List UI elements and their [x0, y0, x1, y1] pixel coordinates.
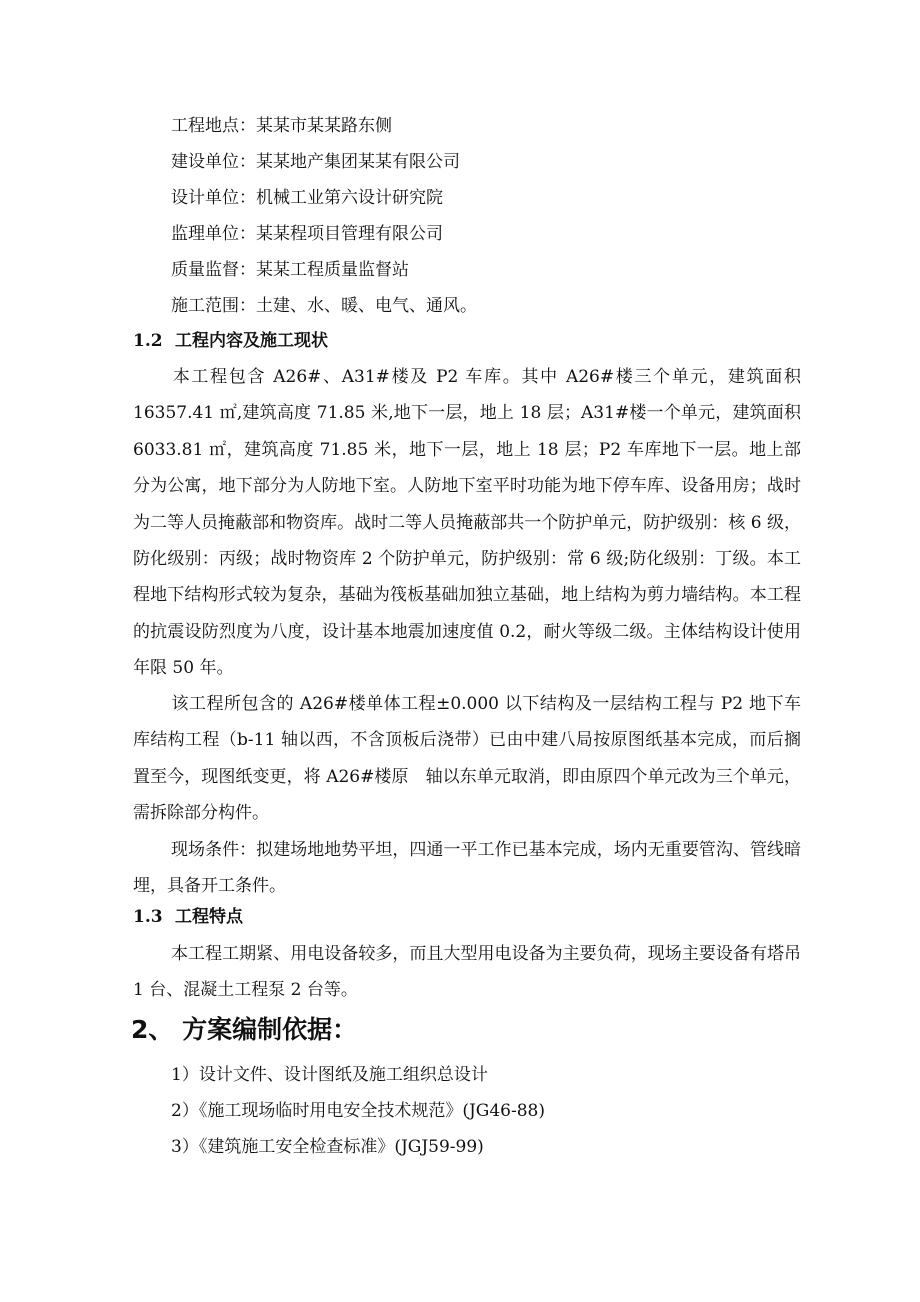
paragraph-site-conditions [133, 832, 801, 905]
info-value: 某某地产集团某某有限公司 [256, 152, 460, 172]
info-value: 某某市某某路东侧 [256, 116, 392, 136]
paragraph-text: 该工程所包含的 A26#楼单体工程±0.000 以下结构及一层结构工程与 P2 地下车库结构工程（b-11 轴以西，不含顶板后浇带）已由中建八局按原图纸基本完成，而后搁置至今，现图纸变更，将 A26#楼原 轴以东单元取消，即由原四个单元改为三个单元，需拆除部分构件。 [133, 694, 801, 824]
info-location [171, 114, 392, 138]
info-label: 质量监督： [171, 260, 256, 280]
info-value: 某某程项目管理有限公司 [256, 224, 443, 244]
info-quality [171, 258, 409, 282]
section-number: 1.2 [133, 331, 163, 351]
paragraph-project-features [133, 936, 801, 1009]
paragraph-project-content [133, 359, 801, 687]
reference-item: 3）《建筑施工安全检查标准》(JGJ59-99) [171, 1137, 484, 1157]
info-label: 工程地点： [171, 116, 256, 136]
section-title: 工程特点 [175, 907, 243, 927]
section-heading-1-2 [133, 329, 328, 353]
paragraph-text: 本工程工期紧、用电设备较多，而且大型用电设备为主要负荷，现场主要设备有塔吊 1 台、混凝土工程泵 2 台等。 [133, 944, 801, 1001]
info-supervisor [171, 222, 443, 246]
paragraph-current-status [133, 686, 801, 832]
paragraph-text: 现场条件：拟建场地地势平坦，四通一平工作已基本完成，场内无重要管沟、管线暗埋，具备开工条件。 [133, 840, 801, 897]
section-number: 1.3 [133, 907, 163, 927]
info-client [171, 150, 460, 174]
section-heading-1-3 [133, 905, 243, 929]
info-designer [171, 186, 443, 210]
section-title: 工程内容及施工现状 [175, 331, 328, 351]
info-label: 施工范围： [171, 296, 256, 316]
info-label: 设计单位： [171, 188, 256, 208]
info-label: 建设单位： [171, 152, 256, 172]
info-label: 监理单位： [171, 224, 256, 244]
info-value: 某某工程质量监督站 [256, 260, 409, 280]
section-heading-2: 2、 方案编制依据： [131, 1015, 358, 1044]
info-scope [171, 294, 477, 318]
reference-item: 2）《施工现场临时用电安全技术规范》(JG46-88) [171, 1101, 545, 1121]
reference-item: 1）设计文件、设计图纸及施工组织总设计 [171, 1065, 488, 1085]
info-value: 土建、水、暖、电气、通风。 [256, 296, 477, 316]
paragraph-text: 本工程包含 A26#、A31#楼及 P2 车库。其中 A26#楼三个单元，建筑面积16357.41 ㎡,建筑高度 71.85 米,地下一层，地上 18 层；A31#楼一个单元，建筑面积 6033.81 ㎡，建筑高度 71.85 米，地下一层，地上 18 层；P2 车库地下一层。地上部分为公寓，地下部分为人防地下室。人防地下室平时功能为地下停车库、设备用房；战时为二等人员掩蔽部和物资库。战时二等人员掩蔽部共一个防护单元，防护级别：核 6 级，防化级别：丙级；战时物资库 2 个防护单元，防护级别：常 6 级;防化级别：丁级。本工程地下结构形式较为复杂，基础为筏板基础加独立基础，地上结构为剪力墙结构。本工程的抗震设防烈度为八度，设计基本地震加速度值 0.2，耐火等级二级。主体结构设计使用年限 50 年。 [133, 367, 801, 679]
info-value: 机械工业第六设计研究院 [256, 188, 443, 208]
